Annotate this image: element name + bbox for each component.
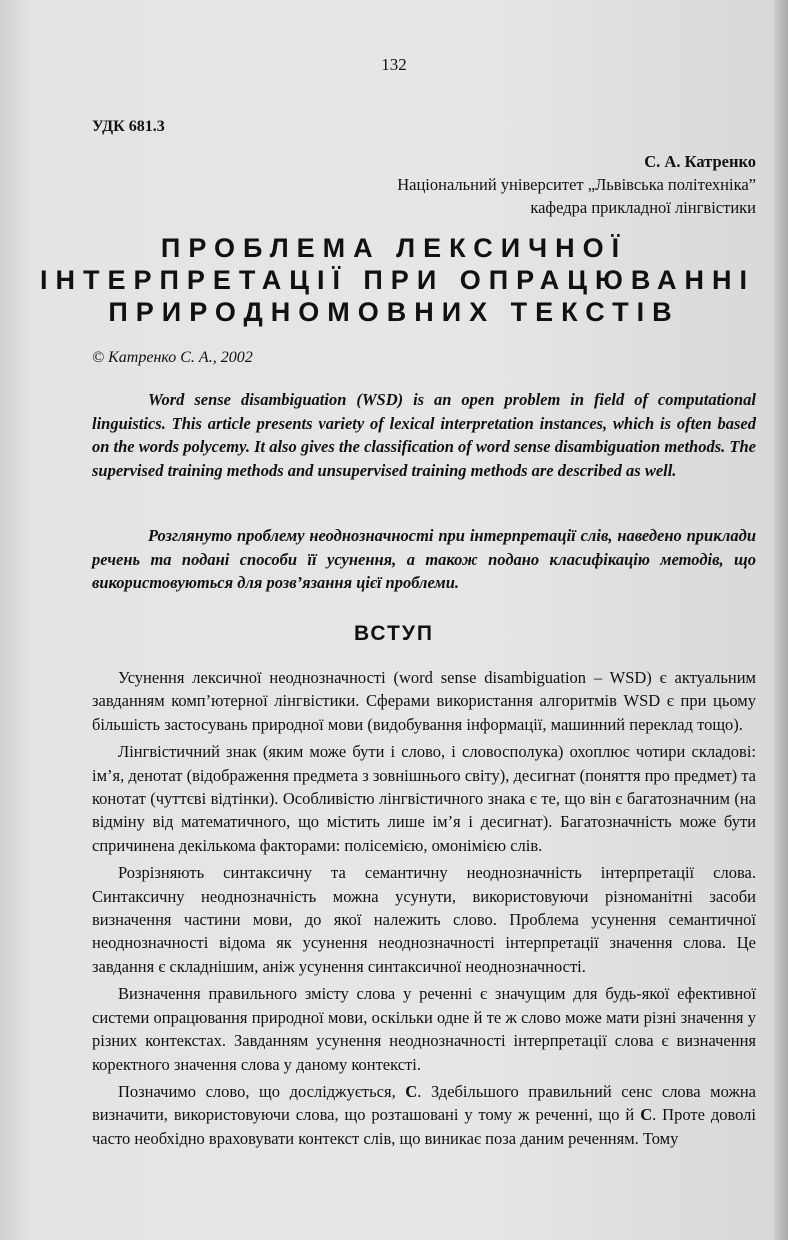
p5-symbol-c-1: С xyxy=(405,1081,418,1101)
author-department: кафедра прикладної лінгвістики xyxy=(530,198,756,217)
body-paragraph-3: Розрізняють синтаксичну та семантичну неоднозначність інтерпретації слова. Синтаксичну неоднозначність можна усунути, використовуючи різноманітні засоби визначення частини мови, до якої належить слово. Проблема усунення семантичної неоднозначності відома як усунення неоднозначності інтерпретації значення слова. Це завдання є складнішим, аніж усунення синтаксичної неоднозначності. xyxy=(92,863,756,976)
author-name: С. А. Катренко xyxy=(644,152,756,171)
article-title xyxy=(40,232,755,328)
abstract-english: Word sense disambiguation (WSD) is an open problem in field of computational linguistics. This article presents variety of lexical interpretation instances, which is often based on the words polycemy. It also gives the classification of word sense disambiguation methods. The supervised training methods and unsupervised training methods are described as well. xyxy=(92,390,756,480)
p5-text-c: . Проте доволі часто необхідно враховувати контекст слів, що виникає поза даним реченням. Тому xyxy=(92,1105,757,1148)
p5-text-b: . Здебільшого правильний сенс слова можна визначити, використовуючи слова, що розташовані у тому ж реченні, що й xyxy=(92,1081,756,1125)
p5-symbol-c-2: С xyxy=(640,1105,653,1125)
body-paragraph-5 xyxy=(92,1080,756,1150)
title-line-1: ПРОБЛЕМА ЛЕКСИЧНОЇ xyxy=(160,233,628,263)
title-line-2: ІНТЕРПРЕТАЦІЇ ПРИ ОПРАЦЮВАННІ xyxy=(40,265,755,295)
author-affiliation: Національний університет „Львівська політехніка” xyxy=(397,175,756,194)
author-block xyxy=(397,150,756,219)
body-paragraph-2: Лінгвістичний знак (яким може бути і слово, і словосполука) охоплює чотири складові: ім’я, денотат (відображення предмета з зовнішнього світу), десигнат (поняття про предмет) та конотат (чуттєві відтінки). Особливістю лінгвістичного знака є те, що він є багатозначним (на відміну від математичного, що містить лише ім’я і десигнат). Багатозначність може бути спричинена декількома факторами: полісемією, омонімією слів. xyxy=(92,742,756,855)
body-paragraph-1: Усунення лексичної неоднозначності (word sense disambiguation – WSD) є актуальним завданням комп’ютерної лінгвістики. Сферами використання алгоритмів WSD є при цьому більшість застосувань природної мови (видобування інформації, машинний переклад тощо). xyxy=(92,668,756,734)
title-line-3: ПРИРОДНОМОВНИХ ТЕКСТІВ xyxy=(108,297,680,327)
copyright-line: © Катренко С. А., 2002 xyxy=(92,349,253,366)
article-body xyxy=(92,666,756,1154)
section-heading-intro: ВСТУП xyxy=(354,622,434,645)
p5-text-a: Позначимо слово, що досліджується, xyxy=(118,1081,406,1101)
body-paragraph-4: Визначення правильного змісту слова у реченні є значущим для будь-якої ефективної системи опрацювання природної мови, оскільки одне й те ж слово може мати різні значення у різних контекстах. Завданням усунення неоднозначності інтерпретації слова є визначення коректного значення слова у даному контексті. xyxy=(92,984,756,1074)
udk-code: УДК 681.3 xyxy=(92,118,165,135)
page-edge-shadow xyxy=(774,0,788,1240)
abstract-ukrainian: Розглянуто проблему неоднозначності при інтерпретації слів, наведено приклади речень та подані способи її усунення, а також подано класифікацію методів, що використовуються для розв’язання цієї проблеми. xyxy=(92,526,756,592)
page-number: 132 xyxy=(381,55,407,74)
